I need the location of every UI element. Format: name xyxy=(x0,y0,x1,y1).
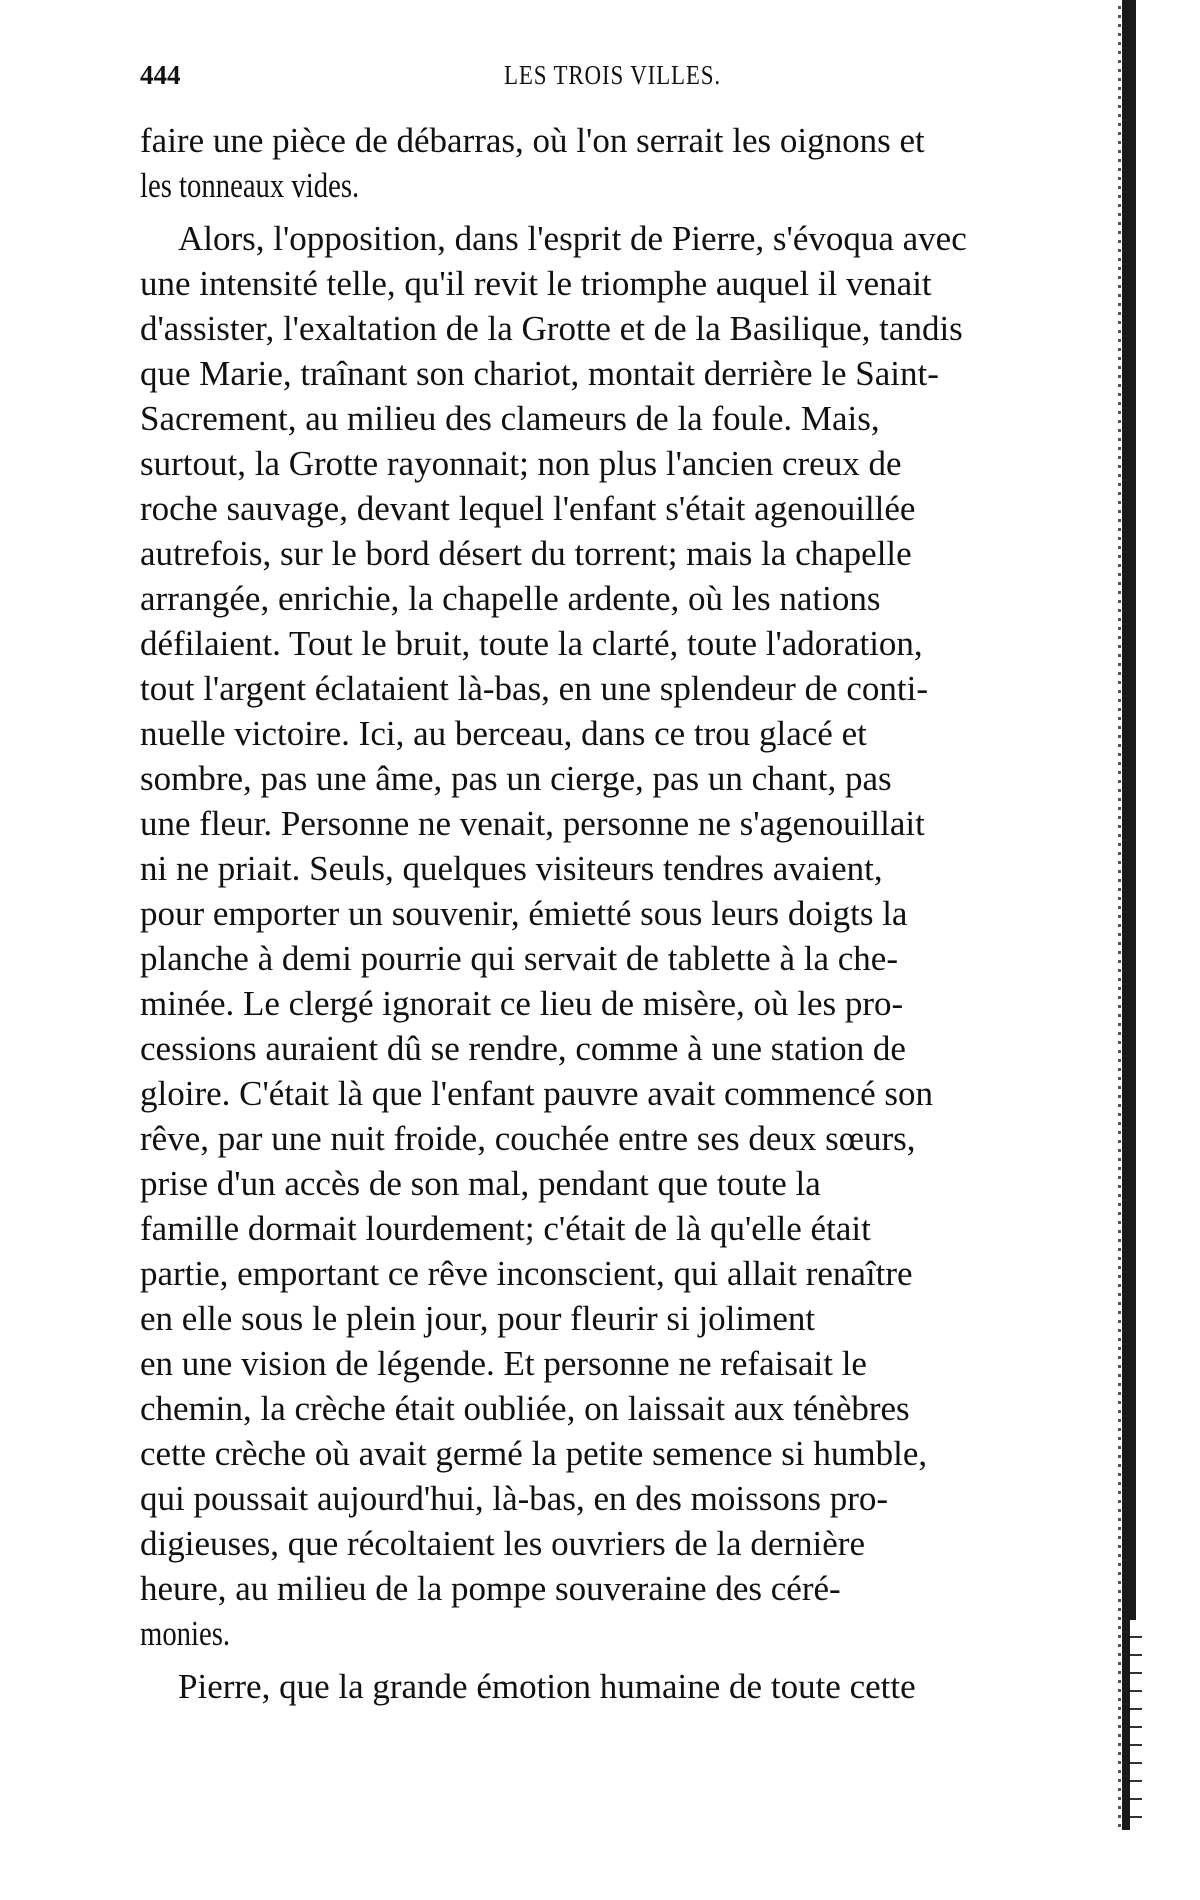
running-title: LES TROIS VILLES. xyxy=(504,60,721,90)
text-line: partie, emportant ce rêve inconscient, qui allait renaître xyxy=(140,1254,913,1293)
text-line: ni ne priait. Seuls, quelques visiteurs tendres avaient, xyxy=(140,849,883,888)
text-line: cette crèche où avait germé la petite semence si humble, xyxy=(140,1434,928,1473)
page-header xyxy=(140,60,1085,100)
text-line: famille dormait lourdement; c'était de là qu'elle était xyxy=(140,1209,871,1248)
text-line: une intensité telle, qu'il revit le triomphe auquel il venait xyxy=(140,264,932,303)
text-line: roche sauvage, devant lequel l'enfant s'était agenouillée xyxy=(140,489,916,528)
text-line: en une vision de légende. Et personne ne refaisait le xyxy=(140,1344,867,1383)
text-line: chemin, la crèche était oubliée, on laissait aux ténèbres xyxy=(140,1389,910,1428)
page-number: 444 xyxy=(140,60,181,90)
text-line: en elle sous le plein jour, pour fleurir si joliment xyxy=(140,1299,816,1338)
text-line: heure, au milieu de la pompe souveraine des céré- xyxy=(140,1569,841,1608)
text-line: monies. xyxy=(140,1614,231,1653)
text-line: nuelle victoire. Ici, au berceau, dans ce trou glacé et xyxy=(140,714,867,753)
text-line: gloire. C'était là que l'enfant pauvre avait commencé son xyxy=(140,1074,934,1113)
text-line: sombre, pas une âme, pas un cierge, pas un chant, pas xyxy=(140,759,892,798)
body-text xyxy=(140,118,1085,1709)
text-line: pour emporter un souvenir, émietté sous leurs doigts la xyxy=(140,894,908,933)
text-line: les tonneaux vides. xyxy=(140,166,360,205)
text-line: que Marie, traînant son chariot, montait derrière le Saint- xyxy=(140,354,939,393)
text-line: Sacrement, au milieu des clameurs de la foule. Mais, xyxy=(140,399,880,438)
text-line: Pierre, que la grande émotion humaine de toute cette xyxy=(178,1667,916,1706)
text-line: une fleur. Personne ne venait, personne ne s'agenouillait xyxy=(140,804,925,843)
text-line: Alors, l'opposition, dans l'esprit de Pierre, s'évoqua avec xyxy=(178,219,967,258)
text-line: tout l'argent éclataient là-bas, en une splendeur de conti- xyxy=(140,669,928,708)
text-line: digieuses, que récoltaient les ouvriers de la dernière xyxy=(140,1524,865,1563)
text-line: défilaient. Tout le bruit, toute la clarté, toute l'adoration, xyxy=(140,624,923,663)
text-line: faire une pièce de débarras, où l'on serrait les oignons et xyxy=(140,121,925,160)
text-line: surtout, la Grotte rayonnait; non plus l'ancien creux de xyxy=(140,444,902,483)
text-line: qui poussait aujourd'hui, là-bas, en des moissons pro- xyxy=(140,1479,889,1518)
text-line: arrangée, enrichie, la chapelle ardente, où les nations xyxy=(140,579,881,618)
text-line: minée. Le clergé ignorait ce lieu de misère, où les pro- xyxy=(140,984,904,1023)
page-edge-ticks xyxy=(1130,1620,1142,1830)
text-line: cessions auraient dû se rendre, comme à une station de xyxy=(140,1029,906,1068)
text-line: prise d'un accès de son mal, pendant que toute la xyxy=(140,1164,821,1203)
text-line: rêve, par une nuit froide, couchée entre ses deux sœurs, xyxy=(140,1119,916,1158)
text-line: d'assister, l'exaltation de la Grotte et de la Basilique, tandis xyxy=(140,309,963,348)
page-edge-shadow xyxy=(1122,0,1136,1830)
text-line: planche à demi pourrie qui servait de tablette à la che- xyxy=(140,939,898,978)
text-line: autrefois, sur le bord désert du torrent; mais la chapelle xyxy=(140,534,912,573)
